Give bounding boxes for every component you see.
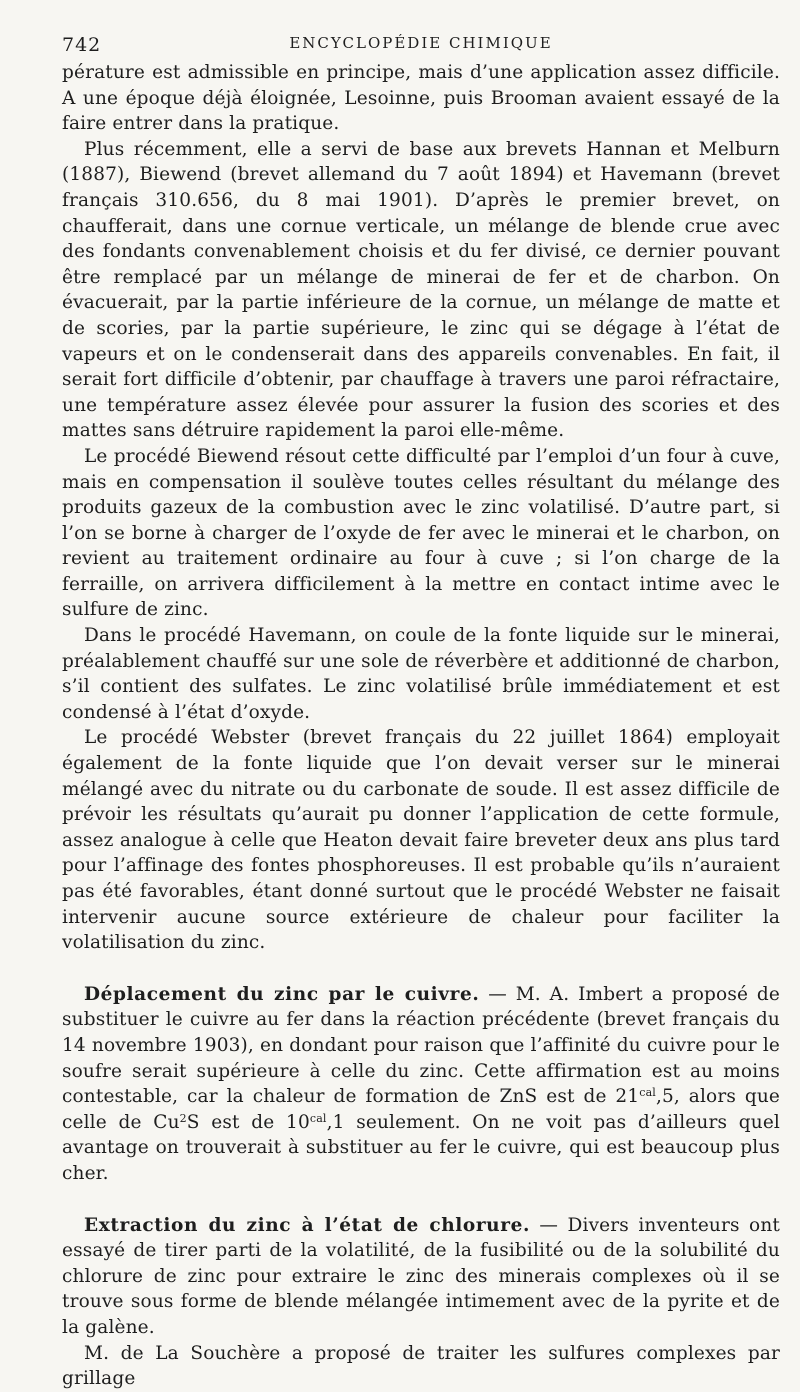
section-heading-chloride: Extraction du zinc à l’état de chlorure. [84,1214,530,1236]
page-header [62,30,780,60]
paragraph-4: Dans le procédé Havemann, on coule de la fonte liquide sur le minerai, préalablement chauffé sur une sole de réverbère et additionné de charbon, s’il contient des sulfates. Le zinc volatilisé brûle immédiatement et est condensé à l’état d’oxyde. [62,625,780,723]
paragraph-2: Plus récemment, elle a servi de base aux brevets Hannan et Melburn (1887), Biewend (brevet allemand du 7 août 1894) et Havemann (brevet français 310.656, du 8 mai 1901). D’après le premier brevet, on chaufferait, dans une cornue verticale, un mélange de blende crue avec des fondants convenablement choisis et du fer divisé, ce dernier pouvant être remplacé par un mélange de minerai de fer et de charbon. On évacuerait, par la partie inférieure de la cornue, un mélange de matte et de scories, par la partie supérieure, le zinc qui se dégage à l’état de vapeurs et on le condenserait dans des appareils convenables. En fait, il serait fort difficile d’obtenir, par chauffage à travers une paroi réfractaire, une température assez élevée pour assurer la fusion des scories et des mattes sans détruire rapidement la paroi elle-même. [62,138,780,442]
paragraph-5: Le procédé Webster (brevet français du 22 juillet 1864) employait également de la fonte liquide que l’on devait verser sur le minerai mélangé avec du nitrate ou du carbonate de soude. Il est assez difficile de prévoir les résultats qu’aurait pu donner l’application de cette formule, assez analogue à celle que Heaton devait faire breveter deux ans plus tard pour l’affinage des fontes phosphoreuses. Il est probable qu’ils n’auraient pas été favorables, étant donné surtout que le procédé Webster ne faisait intervenir aucune source extérieure de chaleur pour faciliter la volatilisation du zinc. [62,727,780,954]
section-chloride-extraction [62,1213,780,1341]
subscript-2: 2 [179,1111,187,1125]
body-text [62,60,780,1392]
paragraph-continuation: M. de La Souchère a proposé de traiter les sulfures complexes par grillage [62,1342,780,1390]
running-title: ENCYCLOPÉDIE CHIMIQUE [289,34,553,52]
section-copper-text-a: — M. A. Imbert a proposé de substituer le cuivre au fer dans la réaction précédente (brevet français du 14 novembre 1903), en dondant pour raison que l’affinité du cuivre pour le soufre serait supérieure à celle du zinc. Cette affirmation est au moins contestable, car la chaleur de formation de ZnS est de 21 [62,983,780,1108]
section-copper-text-d: ,1 seulement. On ne voit pas d’ailleurs quel avantage on trouverait à substituer au fer le cuivre, qui est beaucoup plus cher. [62,1111,780,1184]
section-copper-displacement [62,982,780,1187]
section-chloride-text: — Divers inventeurs ont essayé de tirer parti de la volatilité, de la fusibilité ou de la solubilité du chlorure de zinc pour extraire le zinc des minerais complexes où il se trouve sous forme de blende mélangée intimement avec de la pyrite et de la galène. [62,1214,780,1338]
unit-cal-1: cal [639,1086,656,1100]
paragraph-3: Le procédé Biewend résout cette difficulté par l’emploi d’un four à cuve, mais en compensation il soulève toutes celles résultant du mélange des produits gazeux de la combustion avec le zinc volatilisé. D’autre part, si l’on se borne à charger de l’oxyde de fer avec le minerai et le charbon, on revient au traitement ordinaire au four à cuve ; si l’on charge de la ferraille, on arrivera difficilement à la mettre en contact intime avec le sulfure de zinc. [62,445,780,621]
section-copper-text-b: ,5, alors que celle de Cu [62,1086,781,1133]
unit-cal-2: cal [309,1111,327,1125]
page-number: 742 [62,34,102,56]
section-heading-copper: Déplacement du zinc par le cuivre. [84,983,480,1005]
section-copper-text-c: S est de 10 [186,1111,310,1133]
paragraph-1: pérature est admissible en principe, mais d’une application assez difficile. A une époque déjà éloignée, Lesoinne, puis Brooman avaient essayé de la faire entrer dans la pratique. [62,62,780,135]
page [62,30,780,1392]
